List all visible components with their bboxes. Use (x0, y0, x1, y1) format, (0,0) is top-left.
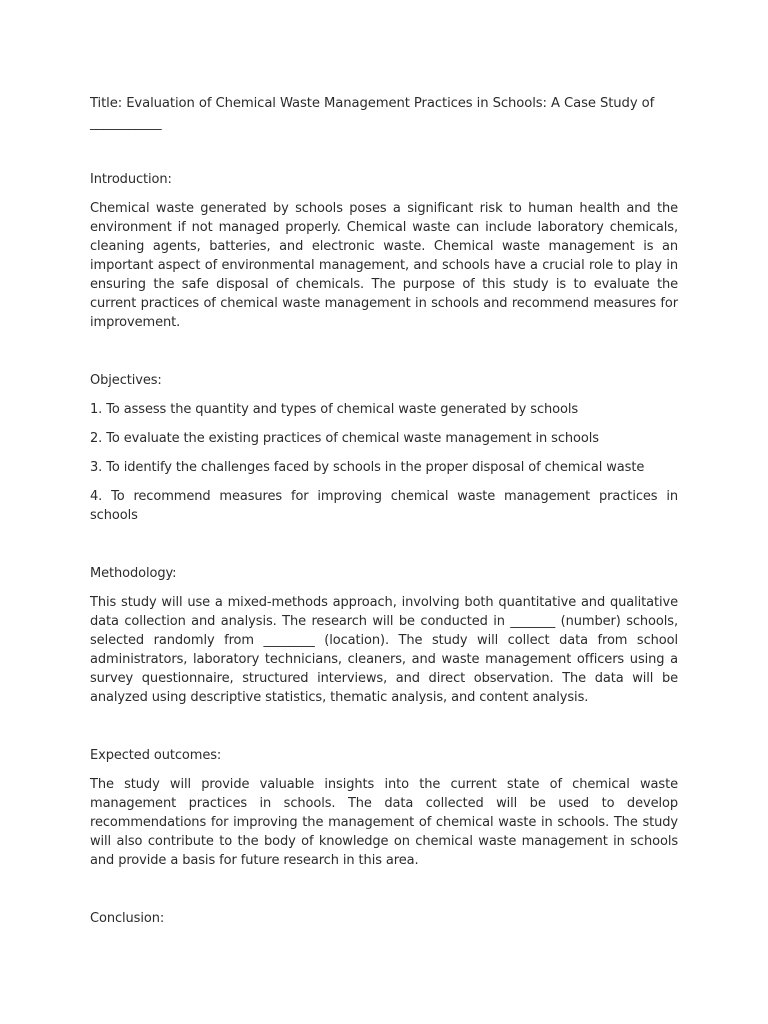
introduction-body: Chemical waste generated by schools poses a significant risk to human health and the environment if not managed properly. Chemical waste can include laboratory chemicals, cleaning agents, batteries, and electronic waste. Chemical waste management is an important aspect of environmental management, and schools have a crucial role to play in ensuring the safe disposal of chemicals. The purpose of this study is to evaluate the current practices of chemical waste management in schools and recommend measures for improvement. (90, 201, 678, 330)
expected-outcomes-body: The study will provide valuable insights into the current state of chemical waste management practices in schools. The data collected will be used to develop recommendations for improving the management of chemical waste in schools. The study will also contribute to the body of knowledge on chemical waste management in schools and provide a basis for future research in this area. (90, 777, 678, 868)
conclusion-heading: Conclusion: (90, 911, 165, 926)
spacer (90, 134, 678, 170)
spacer (90, 390, 678, 400)
spacer (90, 765, 678, 775)
objectives-heading: Objectives: (90, 373, 162, 388)
spacer (90, 189, 678, 199)
spacer (90, 525, 678, 564)
methodology-section (90, 564, 678, 707)
methodology-body: This study will use a mixed-methods approach, involving both quantitative and qualitative data collection and analysis. The research will be conducted in _______ (number) schools, selected randomly from ________ (location). The study will collect data from school administrators, laboratory technicians, cleaners, and waste management officers using a survey questionnaire, structured interviews, and direct observation. The data will be analyzed using descriptive statistics, thematic analysis, and content analysis. (90, 595, 678, 705)
introduction-heading: Introduction: (90, 172, 172, 187)
objective-item-4: 4. To recommend measures for improving chemical waste management practices in schools (90, 489, 678, 523)
spacer (90, 448, 678, 458)
spacer (90, 870, 678, 909)
expected-outcomes-section (90, 746, 678, 870)
conclusion-section (90, 909, 678, 928)
objectives-section (90, 371, 678, 525)
objective-item-3: 3. To identify the challenges faced by schools in the proper disposal of chemical waste (90, 460, 645, 475)
introduction-section (90, 170, 678, 332)
document-page (90, 94, 678, 928)
spacer (90, 332, 678, 371)
objective-item-2: 2. To evaluate the existing practices of chemical waste management in schools (90, 431, 599, 446)
objective-item-1: 1. To assess the quantity and types of chemical waste generated by schools (90, 402, 579, 417)
expected-outcomes-heading: Expected outcomes: (90, 748, 222, 763)
spacer (90, 419, 678, 429)
spacer (90, 477, 678, 487)
spacer (90, 707, 678, 746)
document-title: Title: Evaluation of Chemical Waste Management Practices in Schools: A Case Study of ___________ (90, 96, 655, 131)
methodology-heading: Methodology: (90, 566, 177, 581)
spacer (90, 583, 678, 593)
